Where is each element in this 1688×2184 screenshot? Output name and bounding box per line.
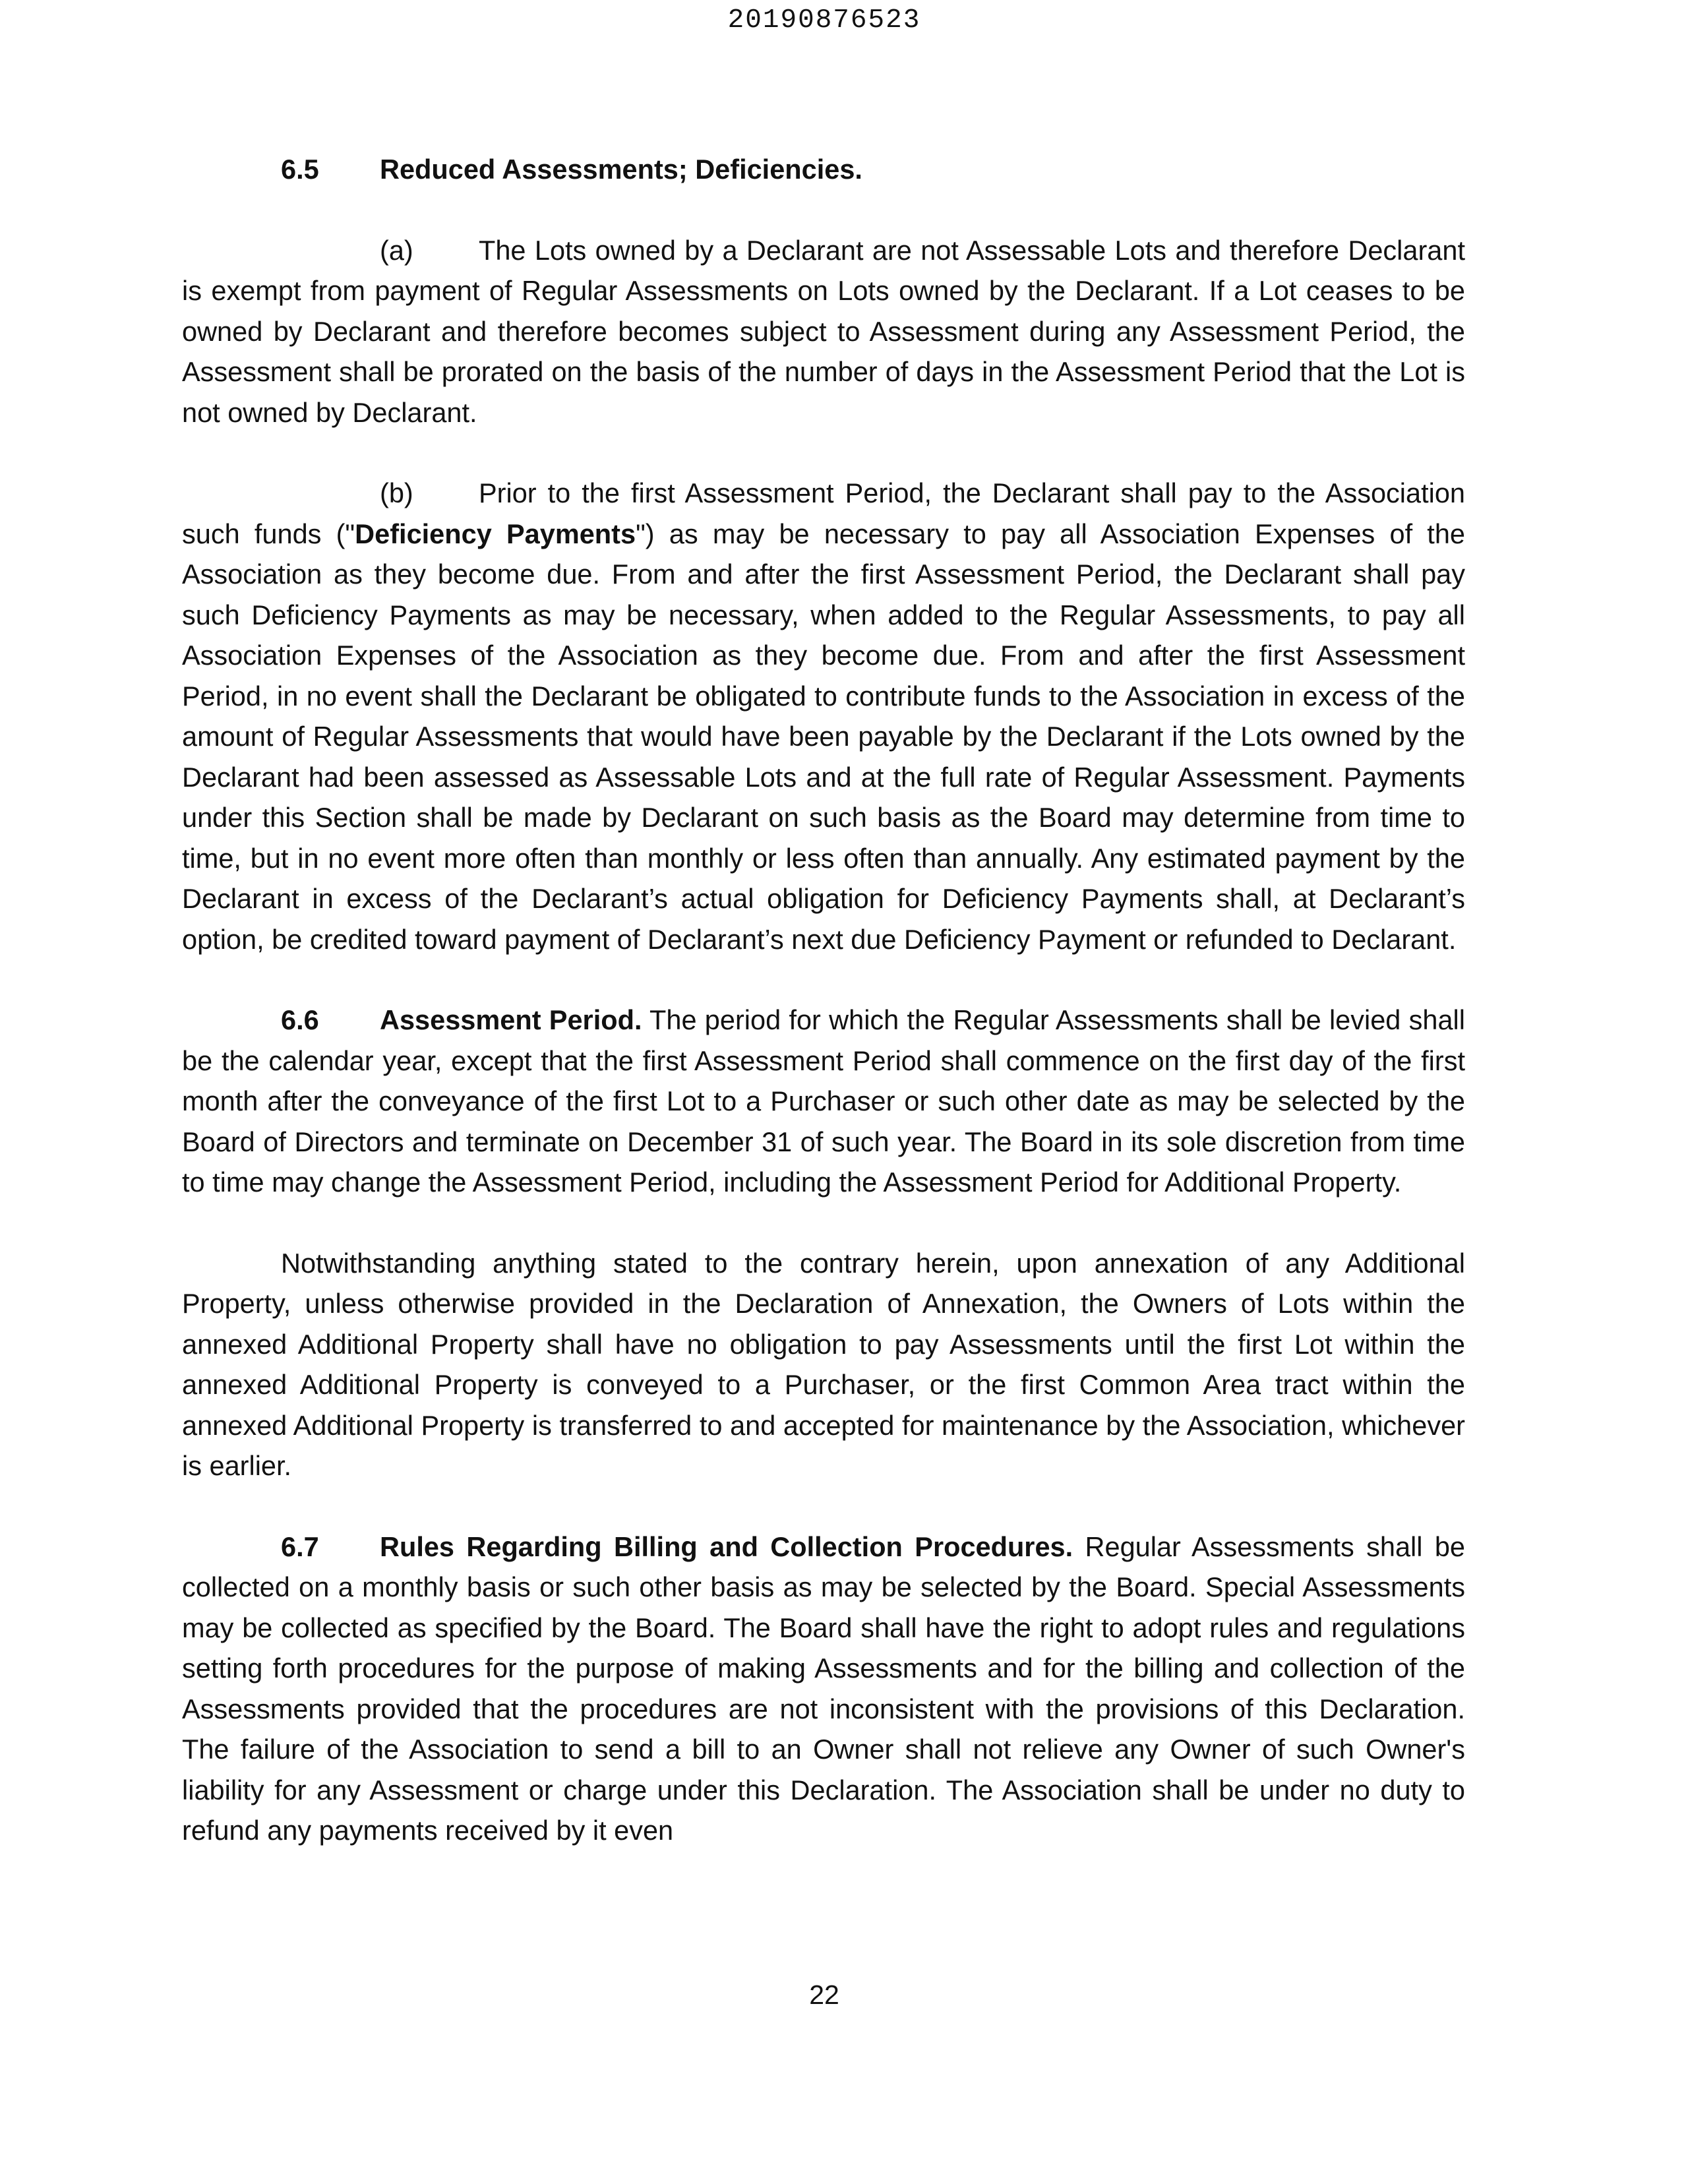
section-6-6-paragraph [182, 1000, 1465, 1203]
section-6-5-paragraph-b [182, 473, 1465, 959]
recording-number: 20190876523 [727, 5, 921, 36]
paragraph-text: The period for which the Regular Assessments shall be levied shall be the calendar year, except that the first Assessment Period shall commence on the first day of the first month after the conveyance of the first Lot to a Purchaser or such other date as may be selected by the Board of Directors and terminate on December 31 of such year. The Board in its sole discretion from time to time may change the Assessment Period, including the Assessment Period for Additional Property. [182, 1004, 1466, 1198]
section-number: 6.5 [281, 154, 319, 185]
page-number: 22 [809, 1980, 839, 2010]
paragraph-text: The Lots owned by a Declarant are not Assessable Lots and therefore Declarant is exempt from payment of Regular Assessments on Lots owned by the Declarant. If a Lot ceases to be owned by Declarant and therefore becomes subject to Assessment during any Assessment Period, the Assessment shall be prorated on the basis of the number of days in the Assessment Period that the Lot is not owned by Declarant. [182, 234, 1465, 428]
section-title: Assessment Period. [380, 1004, 642, 1035]
paragraph-text: ") as may be necessary to pay all Association Expenses of the Association as they become due. From and after the first Assessment Period, the Declarant shall pay such Deficiency Payments as may be necessary, when added to the Regular Assessments, to pay all Association Expenses of the Association as they become due. From and after the first Assessment Period, in no event shall the Declarant be obligated to contribute funds to the Association in excess of the amount of Regular Assessments that would have been payable by the Declarant if the Lots owned by the Declarant had been assessed as Assessable Lots and at the full rate of Regular Assessment. Payments under this Section shall be made by Declarant on such basis as the Board may determine from time to time, but in no event more often than monthly or less often than annually. Any estimated payment by the Declarant in excess of the Declarant’s actual obligation for Deficiency Payments shall, at Declarant’s option, be credited toward payment of Declarant’s next due Deficiency Payment or refunded to Declarant. [182, 518, 1466, 955]
document-body [182, 149, 1465, 1891]
subsection-label: (b) [380, 477, 413, 508]
defined-term: Deficiency Payments [355, 518, 636, 549]
paragraph-text: Notwithstanding anything stated to the contrary herein, upon annexation of any Additional Property, unless otherwise provided in the Declaration of Annexation, the Owners of Lots within the annexed Additional Property shall have no obligation to pay Assessments until the first Lot within the annexed Additional Property is conveyed to a Purchaser, or the first Common Area tract within the annexed Additional Property is transferred to and accepted for maintenance by the Association, whichever is earlier. [182, 1247, 1465, 1481]
section-title: Rules Regarding Billing and Collection Procedures. [380, 1531, 1073, 1562]
paragraph-text: Regular Assessments shall be collected on a monthly basis or such other basis as may be selected by the Board. Special Assessments may be collected as specified by the Board. The Board shall have the right to adopt rules and regulations setting forth procedures for the purpose of making Assessments and for the billing and collection of the Assessments provided that the procedures are not inconsistent with the provisions of this Declaration. The failure of the Association to send a bill to an Owner shall not relieve any Owner of such Owner's liability for any Assessment or charge under this Declaration. The Association shall be under no duty to refund any payments received by it even [182, 1531, 1466, 1846]
subsection-label: (a) [380, 234, 413, 266]
section-6-7-paragraph [182, 1527, 1465, 1851]
section-number: 6.6 [281, 1004, 319, 1035]
section-number: 6.7 [281, 1531, 319, 1562]
section-title: Reduced Assessments; Deficiencies. [380, 154, 862, 185]
section-6-6-paragraph-annexation [182, 1243, 1465, 1486]
section-6-5-heading [182, 149, 1465, 190]
paragraph-text: Prior to the first Assessment Period, the Declarant shall pay to the Association such funds (" [182, 477, 1465, 549]
section-6-5-paragraph-a [182, 230, 1465, 433]
